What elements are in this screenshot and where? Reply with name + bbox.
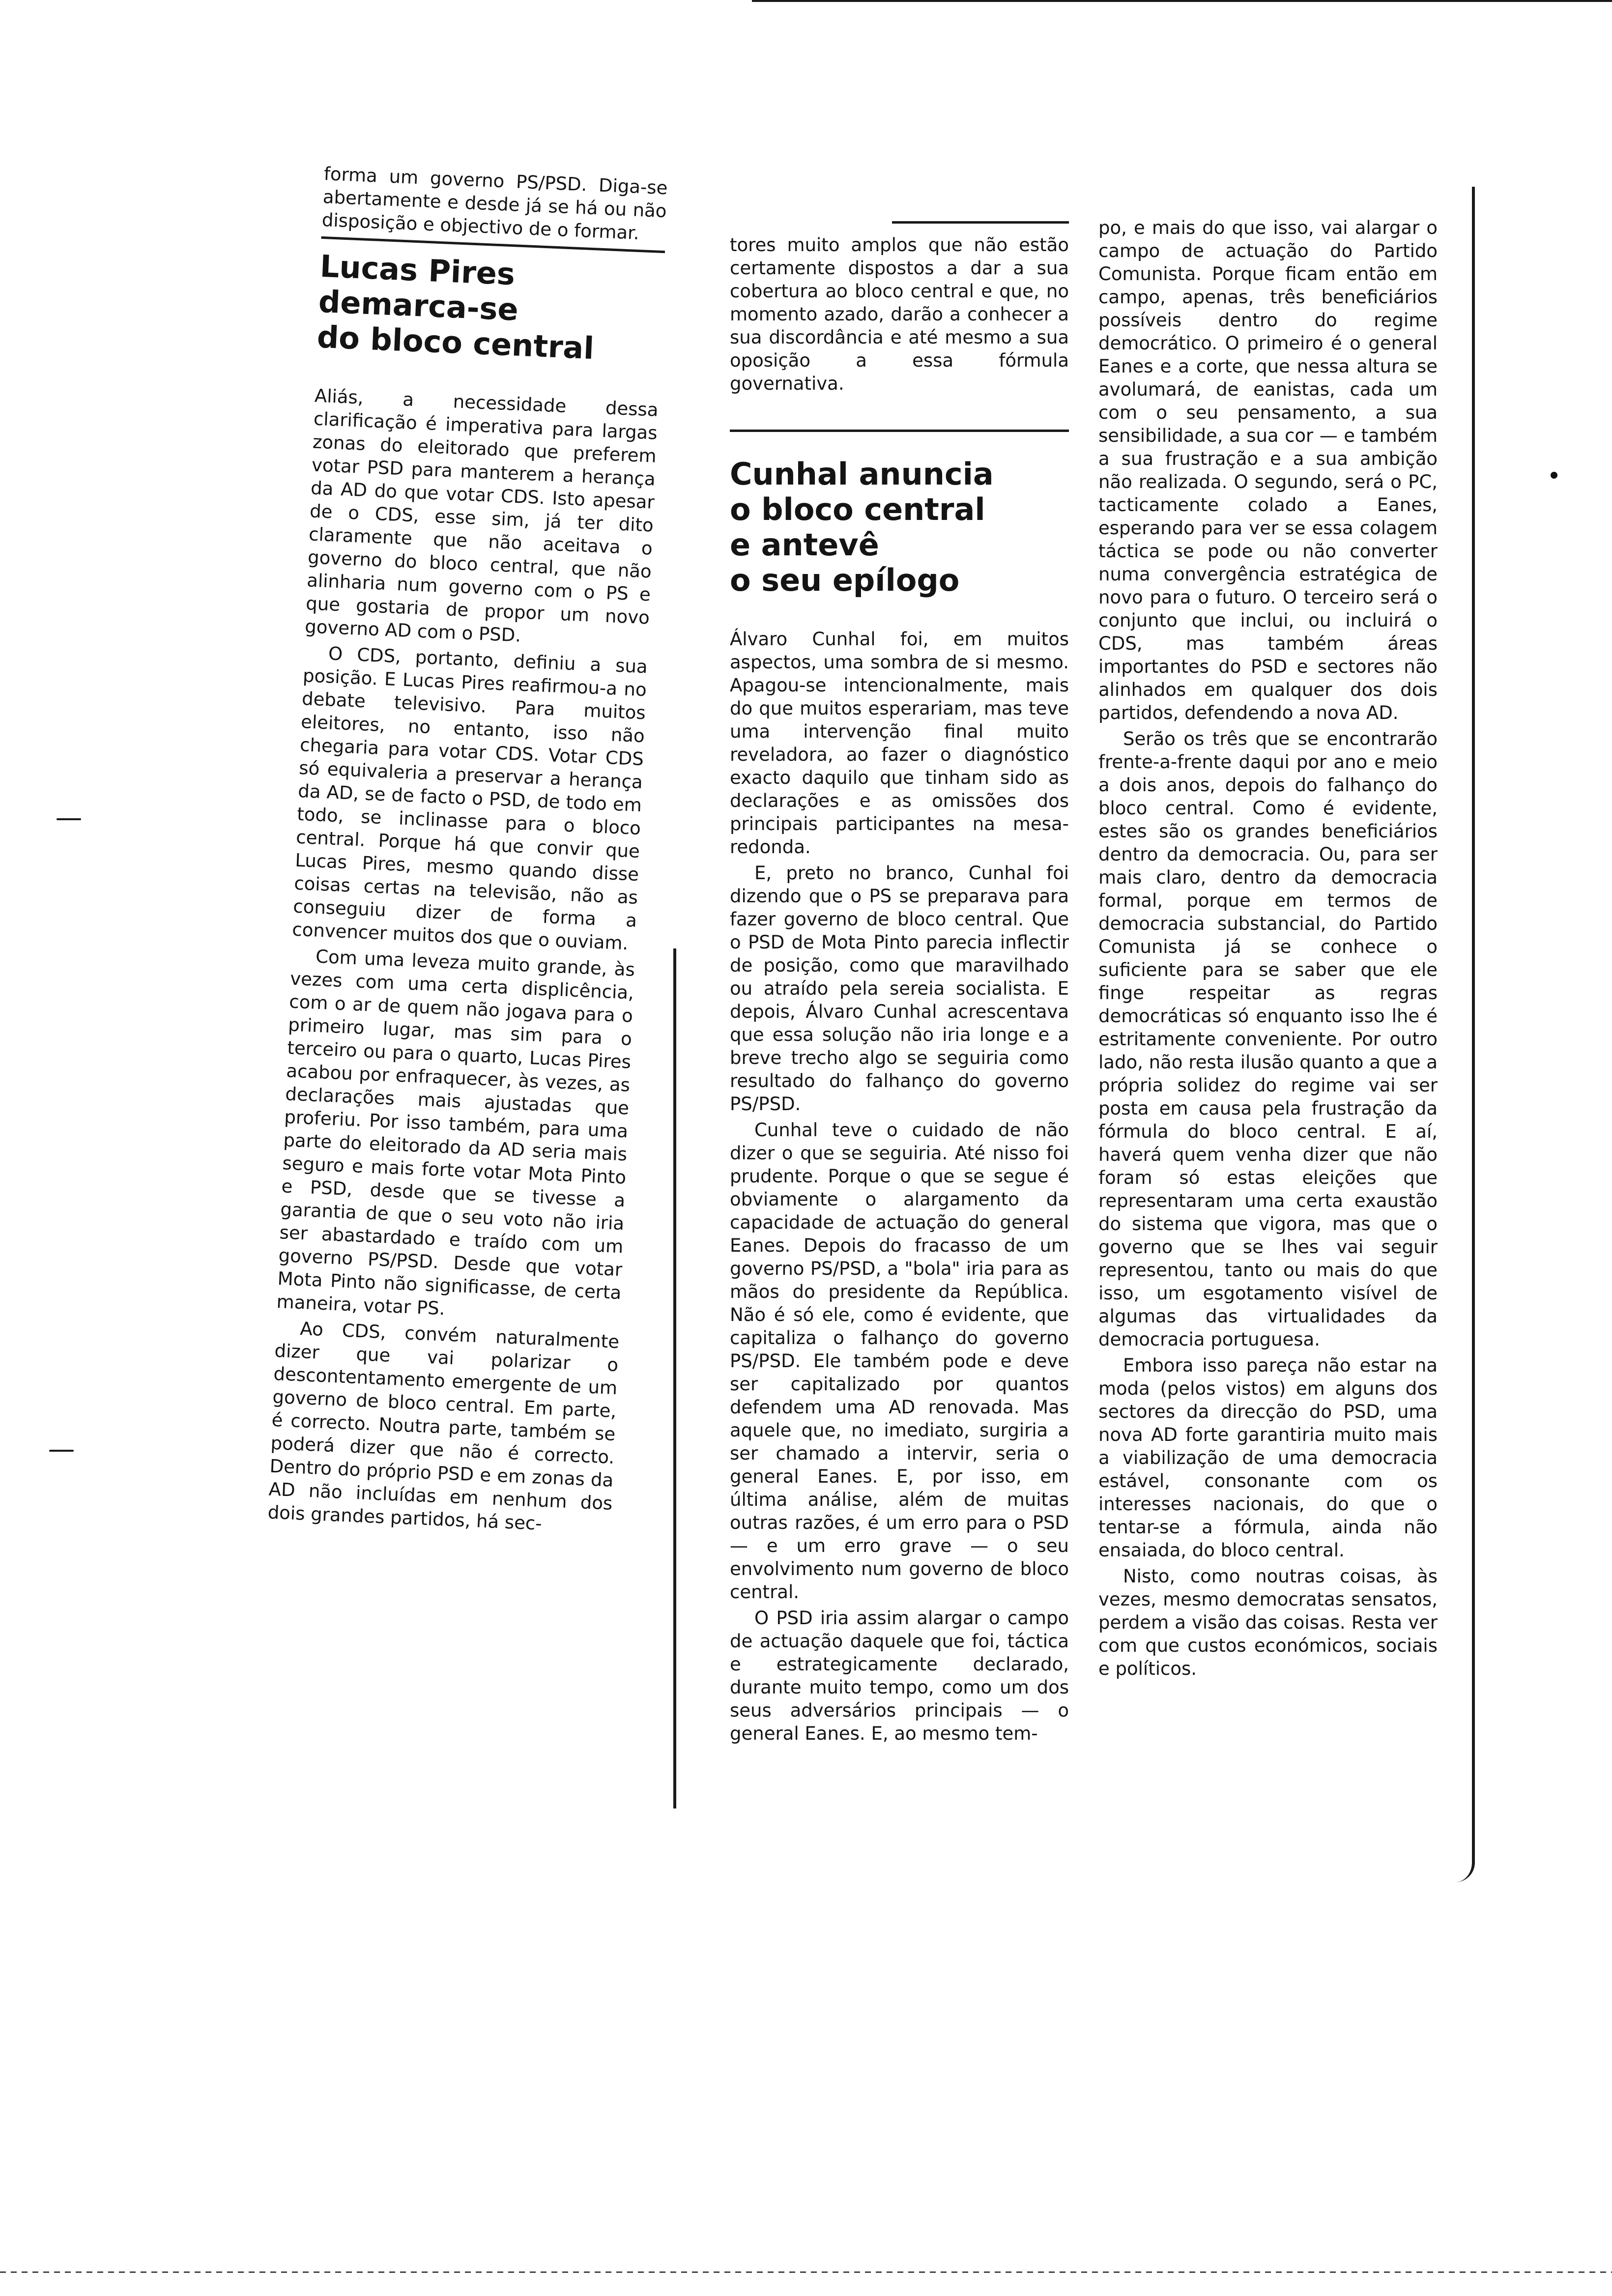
top-border-line [752, 0, 1612, 2]
column-3 [1098, 216, 1438, 1683]
margin-bracket-right [1452, 187, 1475, 1882]
headline-cunhal [730, 457, 1069, 598]
bottom-border-line [0, 2271, 1612, 2273]
headline-line: o seu epílogo [730, 562, 960, 598]
headline-line: do bloco central [316, 318, 595, 367]
paragraph: E, preto no branco, Cunhal foi dizendo que o PS se preparava para fazer governo de bloco central. Que o PSD de Mota Pinto parecia inflectir de posição, como que maravilhado ou atraído pela sereia socialista. E depois, Álvaro Cunhal acrescentava que essa solução não iria longe e a breve trecho algo se seguiria como resultado do falhanço do governo PS/PSD. [730, 862, 1069, 1115]
ink-dot [1551, 472, 1557, 479]
column-2-top-rule [892, 221, 1069, 224]
binder-mark [57, 818, 81, 820]
paragraph: Com uma leveza muito grande, às vezes com uma certa displicência, com o ar de quem não jogava para o primeiro lugar, mas sim para o terceiro ou para o quarto, Lucas Pires acabou por enfraquecer, às vezes, as declarações mais ajustadas que proferiu. Por isso também, para uma parte do eleitorado da AD seria mais seguro e mais forte votar Mota Pinto e PSD, desde que se tivesse a garantia de que o seu voto não iria ser abastardado e traído com um governo PS/PSD. Desde que votar Mota Pinto não significasse, de certa maneira, votar PS. [276, 946, 635, 1320]
headline-line: demarca-se [317, 283, 519, 328]
paragraph: Ao CDS, convém naturalmente dizer que vai polarizar o descontentamento emergente de um governo de bloco central. Em parte, é correcto. Noutra parte, também se poderá dizer que não é correcto. Dentro do próprio PSD e em zonas da AD não incluídas em nenhum dos dois grandes partidos, há sec- [267, 1318, 620, 1534]
paragraph: tores muito amplos que não estão certamente dispostos a dar a sua cobertura ao bloco central e que, no momento azado, darão a conhecer a sua discordância e até mesmo a sua oposição a essa fórmula governativa. [730, 234, 1069, 394]
paragraph: Embora isso pareça não estar na moda (pelos vistos) em alguns dos sectores da direcção do PSD, uma nova AD forte garantiria muito mais a viabilização de uma democracia estável, consonante com os interesses nacionais, do que o tentar-se a fórmula, ainda não ensaiada, do bloco central. [1098, 1355, 1438, 1561]
headline-line: Cunhal anuncia [730, 456, 994, 492]
paragraph: O PSD iria assim alargar o campo de actuação daquele que foi, táctica e estrategicamente declarado, durante muito tempo, como um dos seus adversários principais — o general Eanes. E, ao mesmo tem- [730, 1607, 1069, 1744]
column-1 [267, 162, 668, 1541]
paragraph: po, e mais do que isso, vai alargar o campo de actuação do Partido Comunista. Porque ficam então em campo, apenas, três beneficiários possíveis dentro do regime democrático. O primeiro é o general Eanes e a corte, que nessa altura se avolumará, de eanistas, cada um com o seu pensamento, a sua sensibilidade, a sua cor — e também a sua frustração e a sua ambição não realizada. O segundo, será o PC, tacticamente colado a Eanes, esperando para ver se essa colagem táctica se pode ou não converter numa convergência estratégica de novo para o futuro. O terceiro será o conjunto que inclui, ou incluirá o CDS, mas também áreas importantes do PSD e sectores não alinhados em qualquer dos dois partidos, defendendo a nova AD. [1098, 217, 1438, 723]
paragraph: Nisto, como noutras coisas, às vezes, mesmo democratas sensatos, perdem a visão das coisas. Resta ver com que custos económicos, sociais e políticos. [1098, 1566, 1438, 1679]
headline-line: e antevê [730, 527, 879, 563]
margin-bracket-left [659, 948, 676, 1808]
paragraph: Serão os três que se encontrarão frente-a-frente daqui por ano e meio a dois anos, depois do falhanço do bloco central. Como é evidente, estes são os grandes beneficiários dentro da democracia. Ou, para ser mais claro, dentro da democracia formal, porque em termos de democracia substancial, do Partido Comunista já se conhece o suficiente para se saber que ele finge respeitar as regras democráticas só enquanto isso lhe é estritamente conveniente. Por outro lado, não resta ilusão quanto a que a própria solidez do regime vai ser posta em causa pela frustração da fórmula do bloco central. E aí, haverá quem venha dizer que não foram só estas eleições que representaram uma certa exaustão do sistema que vigora, mas que o governo que se lhes vai seguir representou, tanto ou mais do que isso, um esgotamento visível de algumas das virtualidades da democracia portuguesa. [1098, 728, 1438, 1350]
paragraph: Cunhal teve o cuidado de não dizer o que se seguiria. Até nisso foi prudente. Porque o que se segue é obviamente o alargamento da capacidade de actuação do general Eanes. Depois do fracasso de um governo PS/PSD, a "bola" iria para as mãos do presidente da República. Não é só ele, como é evidente, que capitaliza o falhanço do governo PS/PSD. Ele também pode e deve ser capitalizado por quantos defendem uma AD renovada. Mas aquele que, no imediato, surgiria a ser chamado a intervir, seria o general Eanes. E, por isso, em última análise, além de muitas outras razões, é um erro para o PSD — e um erro grave — o seu envolvimento num governo de bloco central. [730, 1119, 1069, 1603]
binder-mark [49, 1450, 74, 1452]
paragraph: O CDS, portanto, definiu a sua posição. E Lucas Pires reafirmou-a no debate televisivo. Para muitos eleitores, no entanto, isso não chegaria para votar CDS. Votar CDS só equivaleria a preservar a herança da AD, se de facto o PSD, de todo em todo, se inclinasse para o bloco central. Porque há que convir que Lucas Pires, mesmo quando disse coisas certas na televisão, não as conseguiu dizer de forma a convencer muitos dos que o ouviam. [291, 643, 648, 954]
column-1-intro: forma um governo PS/PSD. Diga-se abertamente e desde já se há ou não disposição e objectivo de o formar. [321, 163, 668, 244]
paragraph: Álvaro Cunhal foi, em muitos aspectos, uma sombra de si mesmo. Apagou-se intencionalmente, mais do que muitos esperariam, mas teve uma intervenção final muito reveladora, ao fazer o diagnóstico exacto daquilo que tinham sido as declarações e as omissões dos principais participantes na mesa-redonda. [730, 629, 1069, 858]
paragraph: Aliás, a necessidade dessa clarificação é imperativa para largas zonas do eleitorado que preferem votar PSD para manterem a herança da AD do que votar CDS. Isto apesar de o CDS, esse sim, já ter dito claramente que não aceitava o governo do bloco central, que não alinharia num governo com o PS e que gostaria de propor um novo governo AD com o PSD. [304, 385, 659, 646]
headline-line: Lucas Pires [319, 248, 516, 292]
column-2-rule [730, 430, 1069, 432]
column-2 [730, 216, 1069, 1748]
headline-lucas-pires [317, 249, 664, 369]
headline-line: o bloco central [730, 491, 985, 527]
